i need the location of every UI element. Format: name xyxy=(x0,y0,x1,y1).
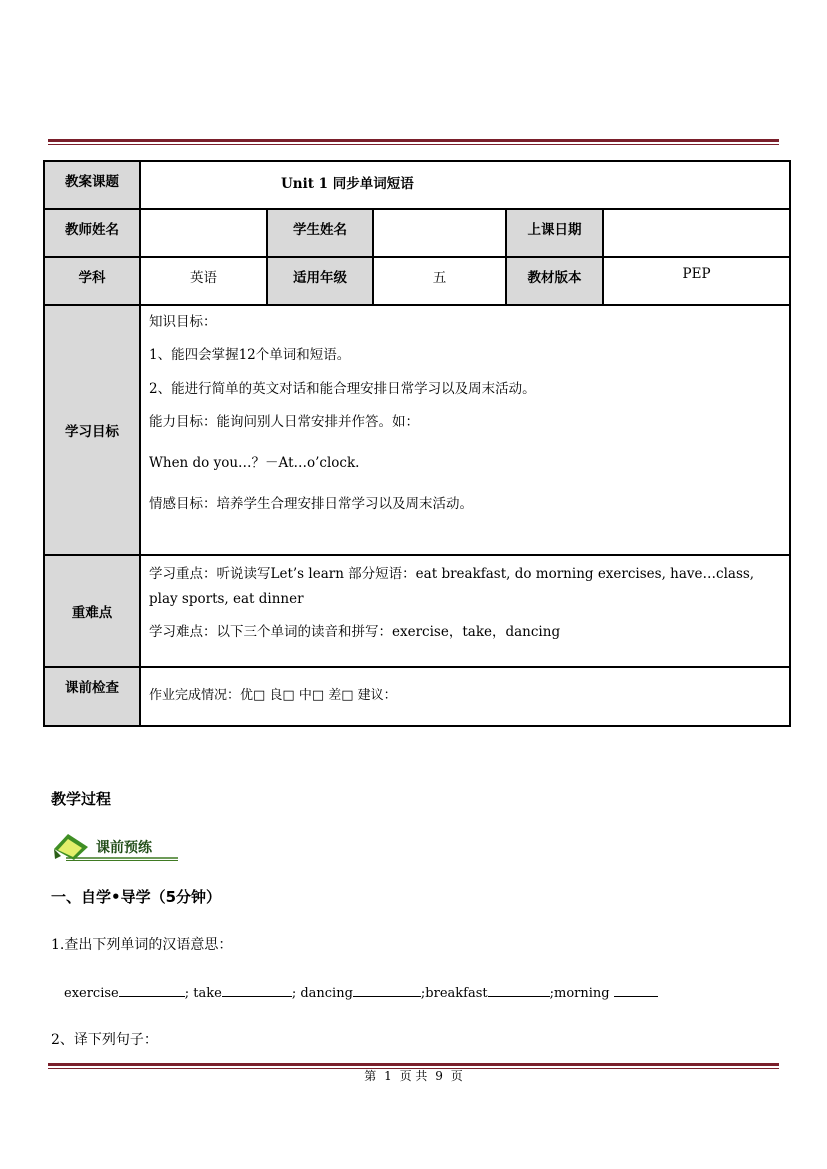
key-point-line: 学习重点：听说读写Let’s learn 部分短语：eat breakfast, do morning exercises, have…class, play sports, eat dinner xyxy=(149,566,755,607)
check-label: 课前检查 xyxy=(44,667,140,726)
check-content: 作业完成情况：优□ 良□ 中□ 差□ 建议： xyxy=(140,667,790,726)
goal-line: 能力目标：能询问别人日常安排并作答。如： xyxy=(149,413,419,430)
key-label: 重难点 xyxy=(44,555,140,667)
goal-line: 1、能四会掌握12个单词和短语。 xyxy=(149,347,351,364)
date-label: 上课日期 xyxy=(506,209,603,257)
date-value xyxy=(603,209,790,257)
grade-label: 适用年级 xyxy=(267,257,373,305)
answer-blank[interactable] xyxy=(353,984,421,997)
goal-line: 情感目标：培养学生合理安排日常学习以及周末活动。 xyxy=(149,496,473,513)
answer-blank[interactable] xyxy=(119,984,185,997)
word-label: ;morning xyxy=(549,986,610,1001)
question-1: 1.查出下列单词的汉语意思： xyxy=(51,937,233,953)
goal-line: 2、能进行简单的英文对话和能合理安排日常学习以及周末活动。 xyxy=(149,380,536,397)
student-value xyxy=(373,209,506,257)
topic-label: 教案课题 xyxy=(44,161,140,209)
process-title: 教学过程 xyxy=(51,790,112,808)
header-rule xyxy=(48,139,779,145)
row-goals xyxy=(44,305,790,555)
goals-label: 学习目标 xyxy=(44,305,140,555)
row-check xyxy=(44,667,790,726)
row-key-points xyxy=(44,555,790,667)
row-topic xyxy=(44,161,790,209)
grade-value: 五 xyxy=(373,257,506,305)
page-footer xyxy=(0,1067,827,1084)
footer-suffix: 页 xyxy=(450,1069,463,1083)
word-label: ; dancing xyxy=(291,986,353,1001)
word-label: exercise xyxy=(64,986,119,1001)
total-pages: 9 xyxy=(435,1069,443,1083)
badge-label: 课前预练 xyxy=(96,840,152,856)
word-label: ; take xyxy=(184,986,222,1001)
key-point-line: 学习难点：以下三个单词的读音和拼写：exercise，take，dancing xyxy=(149,623,561,640)
goal-line: 知识目标： xyxy=(149,314,217,330)
page-number: 1 xyxy=(384,1069,392,1083)
answer-blank[interactable] xyxy=(614,984,658,997)
footer-mid: 页 共 xyxy=(399,1069,428,1083)
answer-blank[interactable] xyxy=(222,984,292,997)
edition-value: PEP xyxy=(603,257,790,305)
topic-value: Unit 1 同步单词短语 xyxy=(140,161,790,209)
lesson-plan-table xyxy=(43,160,791,727)
subject-label: 学科 xyxy=(44,257,140,305)
word-blanks xyxy=(64,984,658,1001)
subject-value: 英语 xyxy=(140,257,267,305)
answer-blank[interactable] xyxy=(488,984,550,997)
row-subject xyxy=(44,257,790,305)
edition-label: 教材版本 xyxy=(506,257,603,305)
goals-content xyxy=(140,305,790,555)
section-heading: 一、自学•导学（5分钟） xyxy=(51,888,222,906)
goal-line: When do you…？－At…o’clock. xyxy=(149,455,360,471)
teacher-label: 教师姓名 xyxy=(44,209,140,257)
footer-prefix: 第 xyxy=(364,1069,377,1083)
word-label: ;breakfast xyxy=(420,986,488,1001)
student-label: 学生姓名 xyxy=(267,209,373,257)
question-2: 2、译下列句子： xyxy=(51,1032,158,1048)
row-names xyxy=(44,209,790,257)
teacher-value xyxy=(140,209,267,257)
key-content xyxy=(140,555,790,667)
